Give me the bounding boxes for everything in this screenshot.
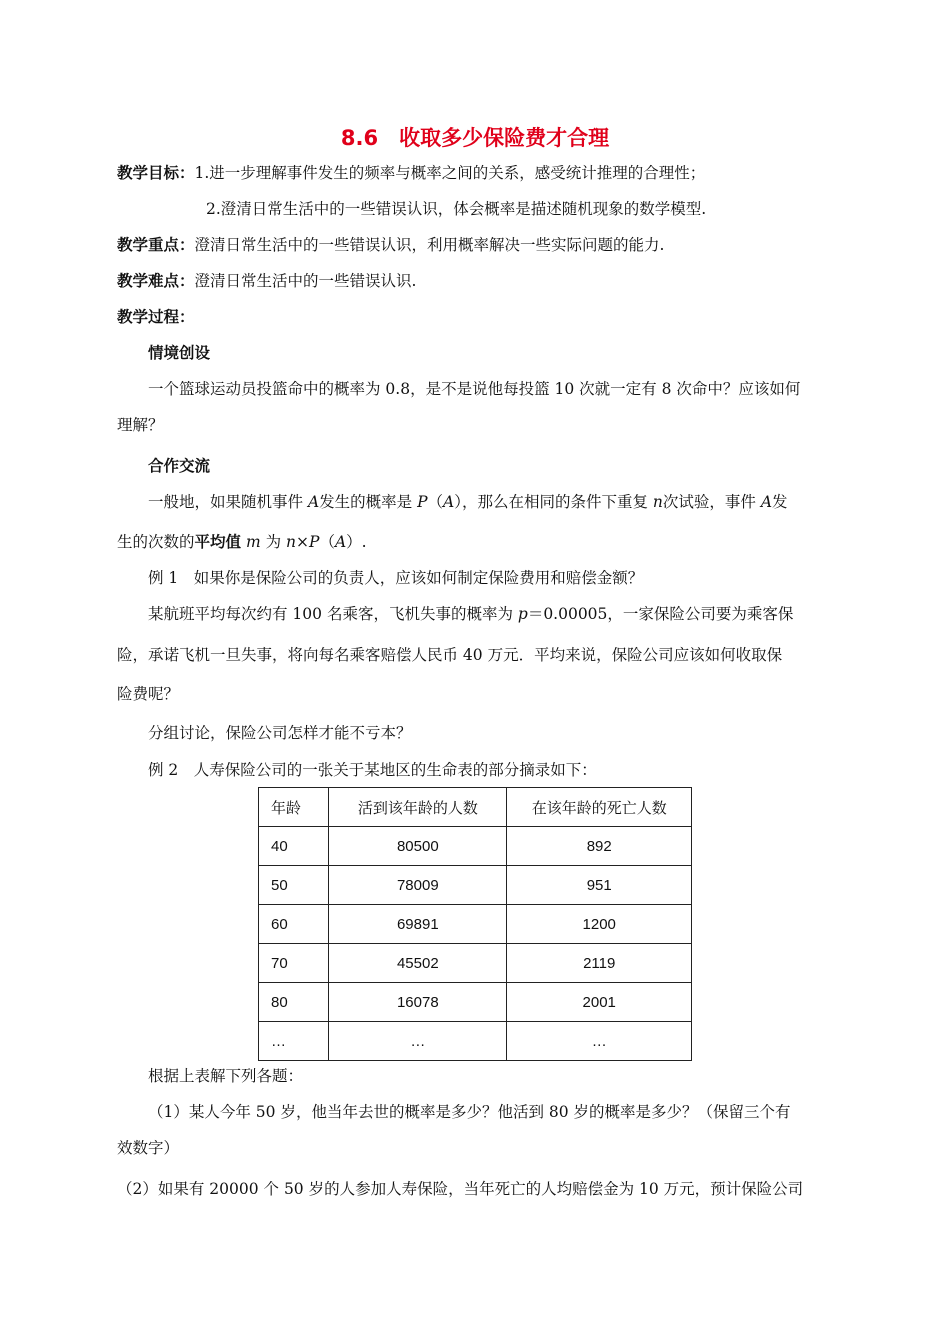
table-row <box>259 905 692 944</box>
table-header-row <box>259 788 692 827</box>
example2-after: 根据上表解下列各题： <box>148 1067 304 1085</box>
table-row <box>259 983 692 1022</box>
life-table <box>258 787 692 1061</box>
cell-age: 80 <box>259 983 329 1022</box>
cooperation-line1: 一般地，如果随机事件 A发生的概率是 P（A），那么在相同的条件下重复 n次试验，事件 A发 <box>148 493 788 511</box>
scenario-heading: 情境创设 <box>148 344 211 362</box>
question1-line2: 效数字） <box>117 1139 180 1157</box>
process-label: 教学过程： <box>117 308 195 326</box>
cooperation-line2: 生的次数的平均值 m 为 n×P（A）. <box>117 533 367 551</box>
header-survivors: 活到该年龄的人数 <box>329 788 507 827</box>
difficulties-label: 教学难点： <box>117 272 195 290</box>
page-title: 8.6 收取多少保险费才合理 <box>340 126 610 150</box>
cell-survivors: 78009 <box>329 866 507 905</box>
example2-intro: 例 2 人寿保险公司的一张关于某地区的生命表的部分摘录如下： <box>148 761 597 779</box>
example1-line2: 某航班平均每次约有 100 名乘客，飞机失事的概率为 p＝0.00005，一家保险公司要为乘客保 <box>148 605 794 623</box>
key-points <box>117 235 664 255</box>
scenario-line2: 理解？ <box>117 416 164 434</box>
cooperation-heading: 合作交流 <box>148 457 211 475</box>
table-row <box>259 944 692 983</box>
question1-line1: （1）某人今年 50 岁，他当年去世的概率是多少？他活到 80 岁的概率是多少？（保留三个有 <box>148 1103 791 1121</box>
cell-deaths: 2001 <box>507 983 692 1022</box>
cell-age: 40 <box>259 827 329 866</box>
cell-deaths: 892 <box>507 827 692 866</box>
header-age: 年龄 <box>259 788 329 827</box>
example1-line4: 险费呢？ <box>117 685 180 703</box>
average-value-term: 平均值 <box>194 533 242 551</box>
cell-survivors: 16078 <box>329 983 507 1022</box>
cell-deaths: 2119 <box>507 944 692 983</box>
table-row <box>259 827 692 866</box>
key-points-text: 澄清日常生活中的一些错误认识，利用概率解决一些实际问题的能力. <box>194 236 665 254</box>
cell-deaths: 951 <box>507 866 692 905</box>
difficulties-text: 澄清日常生活中的一些错误认识. <box>194 272 417 290</box>
cell-age: 70 <box>259 944 329 983</box>
question2-line1: （2）如果有 20000 个 50 岁的人参加人寿保险，当年死亡的人均赔偿金为 10 万元，预计保险公司 <box>117 1180 804 1198</box>
cell-age: … <box>259 1022 329 1061</box>
cell-age: 60 <box>259 905 329 944</box>
cell-survivors: 45502 <box>329 944 507 983</box>
example1-line5: 分组讨论，保险公司怎样才能不亏本？ <box>148 724 412 742</box>
cell-deaths: 1200 <box>507 905 692 944</box>
cell-deaths: … <box>507 1022 692 1061</box>
table-row <box>259 1022 692 1061</box>
objectives-item2: 2.澄清日常生活中的一些错误认识，体会概率是描述随机现象的数学模型. <box>206 200 707 218</box>
header-deaths: 在该年龄的死亡人数 <box>507 788 692 827</box>
objectives-item1: 1.进一步理解事件发生的频率与概率之间的关系，感受统计推理的合理性； <box>194 164 706 182</box>
key-points-label: 教学重点： <box>117 236 195 254</box>
cell-survivors: 80500 <box>329 827 507 866</box>
example1-line1: 例 1 如果你是保险公司的负责人，应该如何制定保险费用和赔偿金额？ <box>148 569 644 587</box>
scenario-line1: 一个篮球运动员投篮命中的概率为 0.8，是不是说他每投篮 10 次就一定有 8 次命中？应该如何 <box>148 380 801 398</box>
cell-survivors: … <box>329 1022 507 1061</box>
objectives-label: 教学目标： <box>117 164 195 182</box>
table-row <box>259 866 692 905</box>
example1-line3: 险，承诺飞机一旦失事，将向每名乘客赔偿人民币 40 万元．平均来说，保险公司应该如何收取保 <box>117 646 783 664</box>
objectives-line1 <box>117 163 705 183</box>
cell-age: 50 <box>259 866 329 905</box>
cell-survivors: 69891 <box>329 905 507 944</box>
difficulties <box>117 271 416 291</box>
